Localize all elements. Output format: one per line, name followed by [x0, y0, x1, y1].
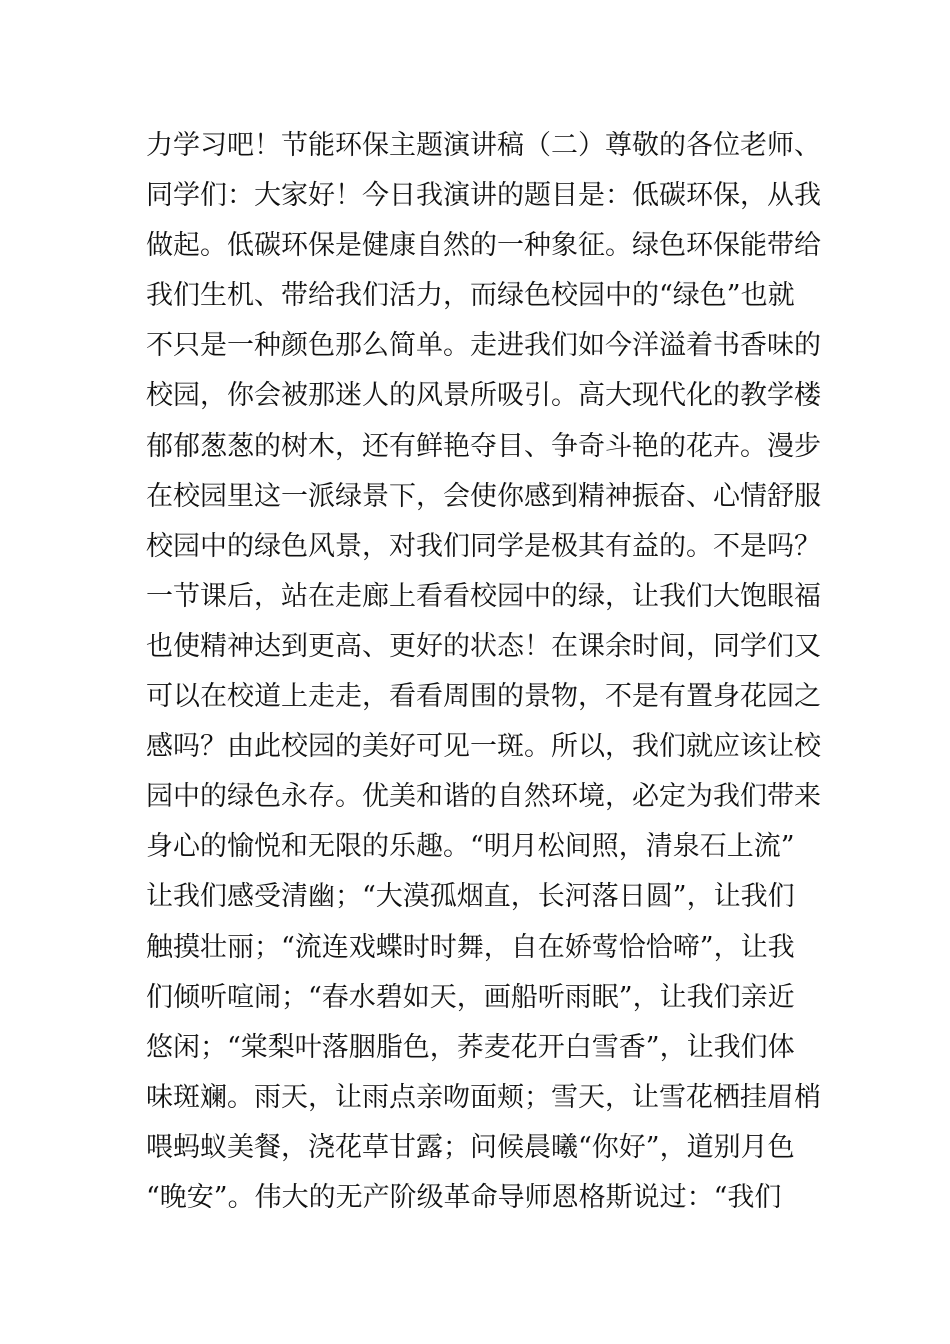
text-line: 我们生机、带给我们活力，而绿色校园中的“绿色”也就 — [146, 280, 795, 312]
text-line: 感吗？由此校园的美好可见一斑。所以，我们就应该让校 — [146, 731, 821, 763]
text-line: 让我们感受清幽；“大漠孤烟直，长河落日圆”，让我们 — [146, 881, 795, 913]
text-line: 同学们：大家好！今日我演讲的题目是：低碳环保，从我 — [146, 180, 821, 212]
text-line: 喂蚂蚁美餐，浇花草甘露；问候晨曦“你好”，道别月色 — [146, 1131, 795, 1163]
text-line: 悠闲；“棠梨叶落胭脂色，荞麦花开白雪香”，让我们体 — [146, 1031, 795, 1063]
body-text — [146, 121, 821, 1223]
text-line: 力学习吧！节能环保主题演讲稿（二）尊敬的各位老师、 — [146, 130, 821, 161]
text-line: 园中的绿色永存。优美和谐的自然环境，必定为我们带来 — [146, 781, 821, 813]
text-line: 身心的愉悦和无限的乐趣。“明月松间照，清泉石上流” — [146, 831, 795, 863]
text-line: 不只是一种颜色那么简单。走进我们如今洋溢着书香味的 — [146, 330, 821, 362]
text-line: 郁郁葱葱的树木，还有鲜艳夺目、争奇斗艳的花卉。漫步 — [146, 430, 821, 462]
text-line: 可以在校道上走走，看看周围的景物，不是有置身花园之 — [146, 681, 821, 713]
text-line: 校园，你会被那迷人的风景所吸引。高大现代化的教学楼 — [146, 380, 821, 412]
text-line: 在校园里这一派绿景下，会使你感到精神振奋、心情舒服 — [146, 480, 821, 512]
text-line: 一节课后，站在走廊上看看校园中的绿，让我们大饱眼福 — [146, 580, 821, 612]
text-line: “晚安”。伟大的无产阶级革命导师恩格斯说过：“我们 — [146, 1181, 782, 1213]
text-line: 味斑斓。雨天，让雨点亲吻面颊；雪天，让雪花栖挂眉梢 — [146, 1081, 821, 1113]
text-line: 们倾听喧闹；“春水碧如天，画船听雨眠”，让我们亲近 — [146, 981, 795, 1013]
text-line: 也使精神达到更高、更好的状态！在课余时间，同学们又 — [146, 630, 821, 662]
text-line: 触摸壮丽；“流连戏蝶时时舞，自在娇莺恰恰啼”，让我 — [146, 931, 795, 963]
text-line: 做起。低碳环保是健康自然的一种象征。绿色环保能带给 — [146, 230, 821, 262]
text-line: 校园中的绿色风景，对我们同学是极其有益的。不是吗？ — [146, 530, 821, 562]
